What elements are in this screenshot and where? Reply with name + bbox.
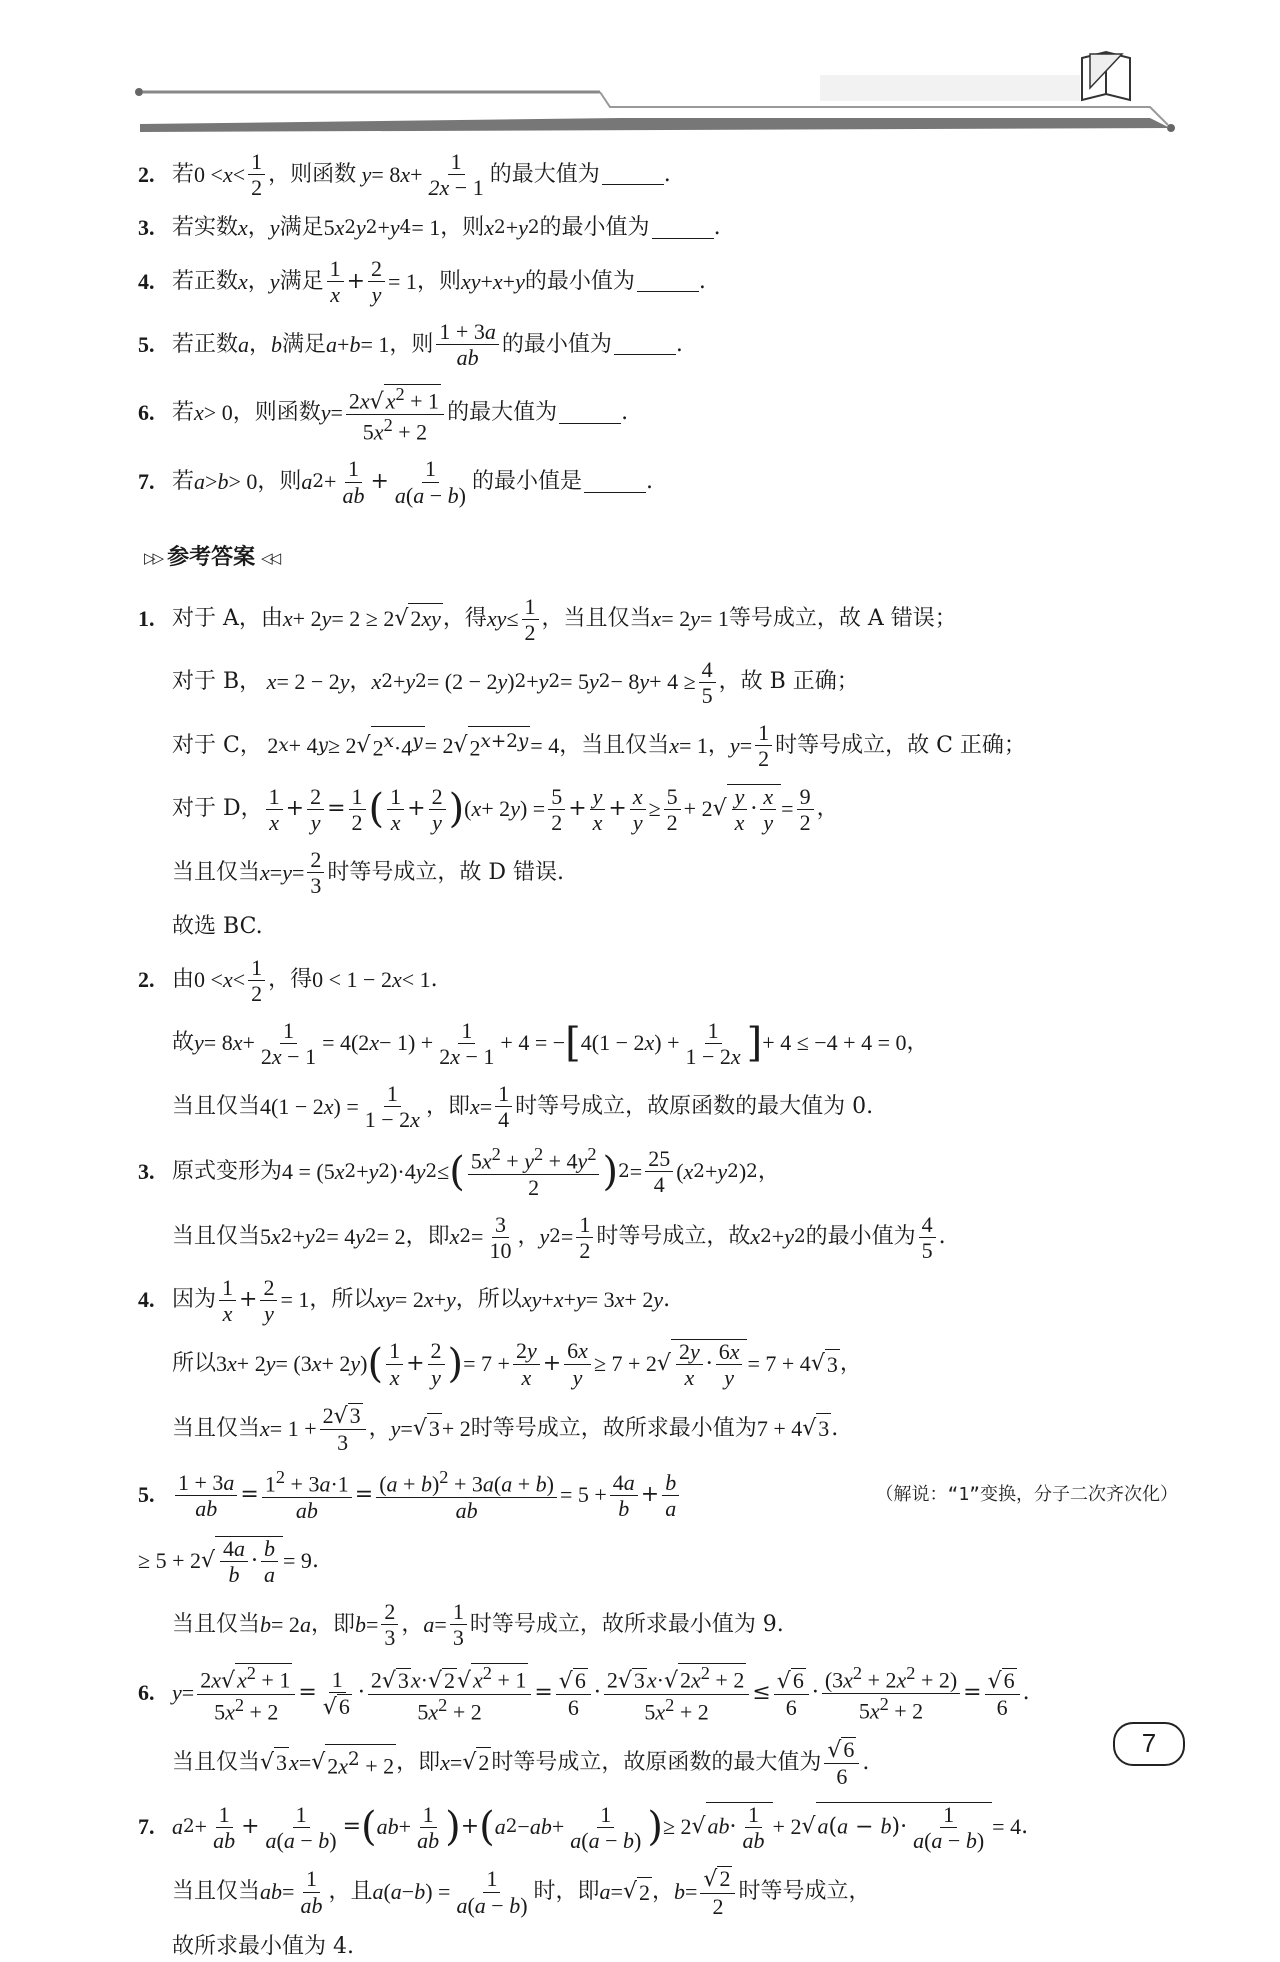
problem-2: 2. 若 0 < x < $\frac{1}{2}$ ，则函数 y = 8 x + $\frac{1}{2x - 1}$ 的最大值为 . [138,149,671,201]
answer-number: 6. [138,1680,155,1706]
page-header-decoration [0,0,1280,150]
answer-4-line-3: 当且仅当 x = 1 + $\frac{2√3}{3}$ ， y = √ 3 + 2 时等号成立，故所求最小值为 7 + 4 √ 3 . [172,1403,839,1456]
answer-1-line-4: 对于 D， $\frac{1}{x}$ + $\frac{2}{y}$ = $\frac{1}{2}$ ( $\frac{1}{x}$ + $\frac{2}{y}$ ) ( x + 2 y ) = $\frac{5}{2}$ + $\frac{y}{x}$ + $\frac{x}{y}$ ≥ $\frac{5}{2}$ + 2 √ $\frac{y}{x}$ · $\frac{x}{y}$ = $\frac{9}{2}$ ， [172,783,839,836]
problem-number: 5. [138,331,155,357]
problem-5: 5. 若正数 a ， b 满足 a + b = 1 ，则 $\frac{1 + 3a}{ab}$ 的最小值为 . [138,319,683,371]
problem-6: 6. 若 x > 0 ，则函数 y = $\frac{2x√x^2 + 1}{5x^2 + 2}$ 的最大值为 . [138,383,629,445]
answer-7-final: 故所求最小值为 4. [172,1933,354,1959]
problem-number: 3. [138,215,155,241]
answer-number: 2. [138,967,155,993]
answer-5-line-3: 当且仅当 b = 2 a ，即 b = $\frac{2}{3}$ ， a = $\frac{1}{3}$ 时等号成立，故所求最小值为 9. [172,1599,784,1651]
answer-6-line-2: 当且仅当 √ 3 x = √ $2x^2 + 2$ ，即 x = √ 2 时等号成立，故原函数的最大值为 $\frac{√6}{6}$ . [172,1737,870,1790]
problem-number: 4. [138,268,155,294]
answer-1-line-2: 对于 B， x = 2 − 2 y ， x 2 + y 2 = (2 − 2 y ) 2 + y 2 = 5 y 2 − 8 y + 4 ≥ $\frac{4}{5}$ ，故 B 正确； [172,656,859,708]
answer-6-line-1: 6. y = $\frac{2x√x^2 + 1}{5x^2 + 2}$ = $\frac{1}{√6}$ · $\frac{2√3x\cdot√2√x^2 + 1}{5x^2 + 2}$ = $\frac{√6}{6}$ · $\frac{2√3x\cdot√2x^2 + 2}{5x^2 + 2}$ ≤ $\frac{√6}{6}$ · $\frac{(3x^2 + 2x^2 + 2)}{5x^2 + 2}$ = $\frac{√6}{6}$ . [138,1663,1030,1724]
answer-3-line-1: 3. 原式变形为 4 = (5 x 2 + y 2 )·4 y 2 ≤ ( $\frac{5x^2 + y^2 + 4y^2}{2}$ ) 2 = $\frac{25}{4}$ ( x 2 + y 2 ) 2 ， [138,1144,780,1200]
answer-1-line-5: 当且仅当 x = y = $\frac{2}{3}$ 时等号成立，故 D 错误. [172,847,565,899]
answer-number: 3. [138,1158,155,1184]
page-number: 7 [1113,1722,1185,1766]
answer-4-line-1: 4. 因为 $\frac{1}{x}$ + $\frac{2}{y}$ = 1 ，所以 xy = 2 x + y ，所以 xy + x + y = 3 x + 2 y . [138,1274,671,1326]
problem-number: 2. [138,161,155,187]
problem-number: 6. [138,400,155,426]
book-ruler-icon [1082,52,1130,100]
problem-4: 4. 若正数 x ， y 满足 $\frac{1}{x}$ + $\frac{2}{y}$ = 1 ，则 xy + x + y 的最小值为 . [138,256,706,308]
answers-title: 参考答案 [167,544,256,570]
problem-7: 7. 若 a > b > 0 ，则 a 2 + $\frac{1}{ab}$ + $\frac{1}{a(a - b)}$ 的最小值是 . [138,456,653,508]
answer-1-line-3: 对于 C， 2 x + 4 y ≥ 2 √ $2^x\cdot 4^y$ = 2 √ $2^{x+2y}$ = 4 ，当且仅当 x = 1 ， y = $\frac{1}{2}$ 时等号成立，故 C 正确； [172,719,1026,772]
answer-5-line-1: 5. $\frac{1 + 3a}{ab}$ = $\frac{1^2 + 3a\cdot 1}{ab}$ = $\frac{(a + b)^2 + 3a(a + b)}{ab}$ = 5 + $\frac{4a}{b}$ + $\frac{b}{a}$ （解说：“1”变换，分子二次齐次化） [138,1467,1178,1523]
answer-2-line-2: 故 y = 8 x + $\frac{1}{2x - 1}$ = 4(2 x − 1) + $\frac{1}{2x - 1}$ + 4 = − [ 4(1 − 2 x ) + $\frac{1}{1 - 2x}$ ] + 4 ≤ −4 + 4 = 0 ， [172,1017,929,1069]
answer-7-line-2: 当且仅当 ab = $\frac{1}{ab}$ ，且 a ( a − b ) = $\frac{1}{a(a - b)}$ 时，即 a = √ 2 ， b = $\frac{√2}{2}$ 时等号成立， [172,1866,871,1919]
right-triangles-icon: ▷▷ [144,548,162,567]
answer-number: 5. [138,1482,155,1508]
answer-7-line-1: 7. a 2 + $\frac{1}{ab}$ + $\frac{1}{a(a - b)}$ = ( ab + $\frac{1}{ab}$ ) + ( a 2 − ab + $\frac{1}{a(a - b)}$ ) ≥ 2 √ ab· $\frac{1}{ab}$ + 2 √ a(a − b)· $\frac{1}{a(a - b)}$ = 4 . [138,1801,1029,1854]
answer-number: 7. [138,1814,155,1840]
page-content [138,150,1178,1962]
answer-4-line-2: 所以 3 x + 2 y = (3 x + 2 y ) ( $\frac{1}{x}$ + $\frac{2}{y}$ ) = 7 + $\frac{2y}{x}$ + $\frac{6x}{y}$ ≥ 7 + 2 √ $\frac{2y}{x}$ · $\frac{6x}{y}$ = 7 + 4 √ 3 ， [172,1338,862,1391]
answer-5-note: （解说：“1”变换，分子二次齐次化） [875,1484,1178,1506]
problem-number: 7. [138,469,155,494]
answer-5-line-2: ≥ 5 + 2 √ $\frac{4a}{b}$ · $\frac{b}{a}$ = 9 . [138,1535,319,1587]
answer-1-line-1: 1. 对于 A，由 x + 2 y = 2 ≥ 2 √ 2xy ，得 xy ≤ $\frac{1}{2}$ ，当且仅当 x = 2 y = 1 等号成立，故 A 错误； [138,593,957,645]
answer-3-line-2: 当且仅当 5 x 2 + y 2 = 4 y 2 = 2 ，即 x 2 = $\frac{3}{10}$ ， y 2 = $\frac{1}{2}$ 时等号成立，故 x 2 + y 2 的最小值为 $\frac{4}{5}$ . [172,1211,946,1263]
answer-2-line-3: 当且仅当 4(1 − 2 x ) = $\frac{1}{1 - 2x}$ ，即 x = $\frac{1}{4}$ 时等号成立，故原函数的最大值为 0. [172,1080,874,1132]
left-triangles-icon: ◁◁ [261,548,279,567]
answer-2-line-1: 2. 由 0 < x < $\frac{1}{2}$ ，得 0 < 1 − 2 x < 1 . [138,954,438,1006]
answer-number: 1. [138,606,155,632]
problem-3: 3. 若实数 x ， y 满足 5 x 2 y 2 + y 4 = 1 ，则 x 2 + y 2 的最小值为 . [138,213,1178,243]
answer-1-choice: 故选 BC. [172,913,263,939]
answers-heading [138,543,1178,573]
answer-2-conclusion: 时等号成立，故原函数的最大值为 0. [515,1093,874,1119]
answer-number: 4. [138,1287,155,1313]
